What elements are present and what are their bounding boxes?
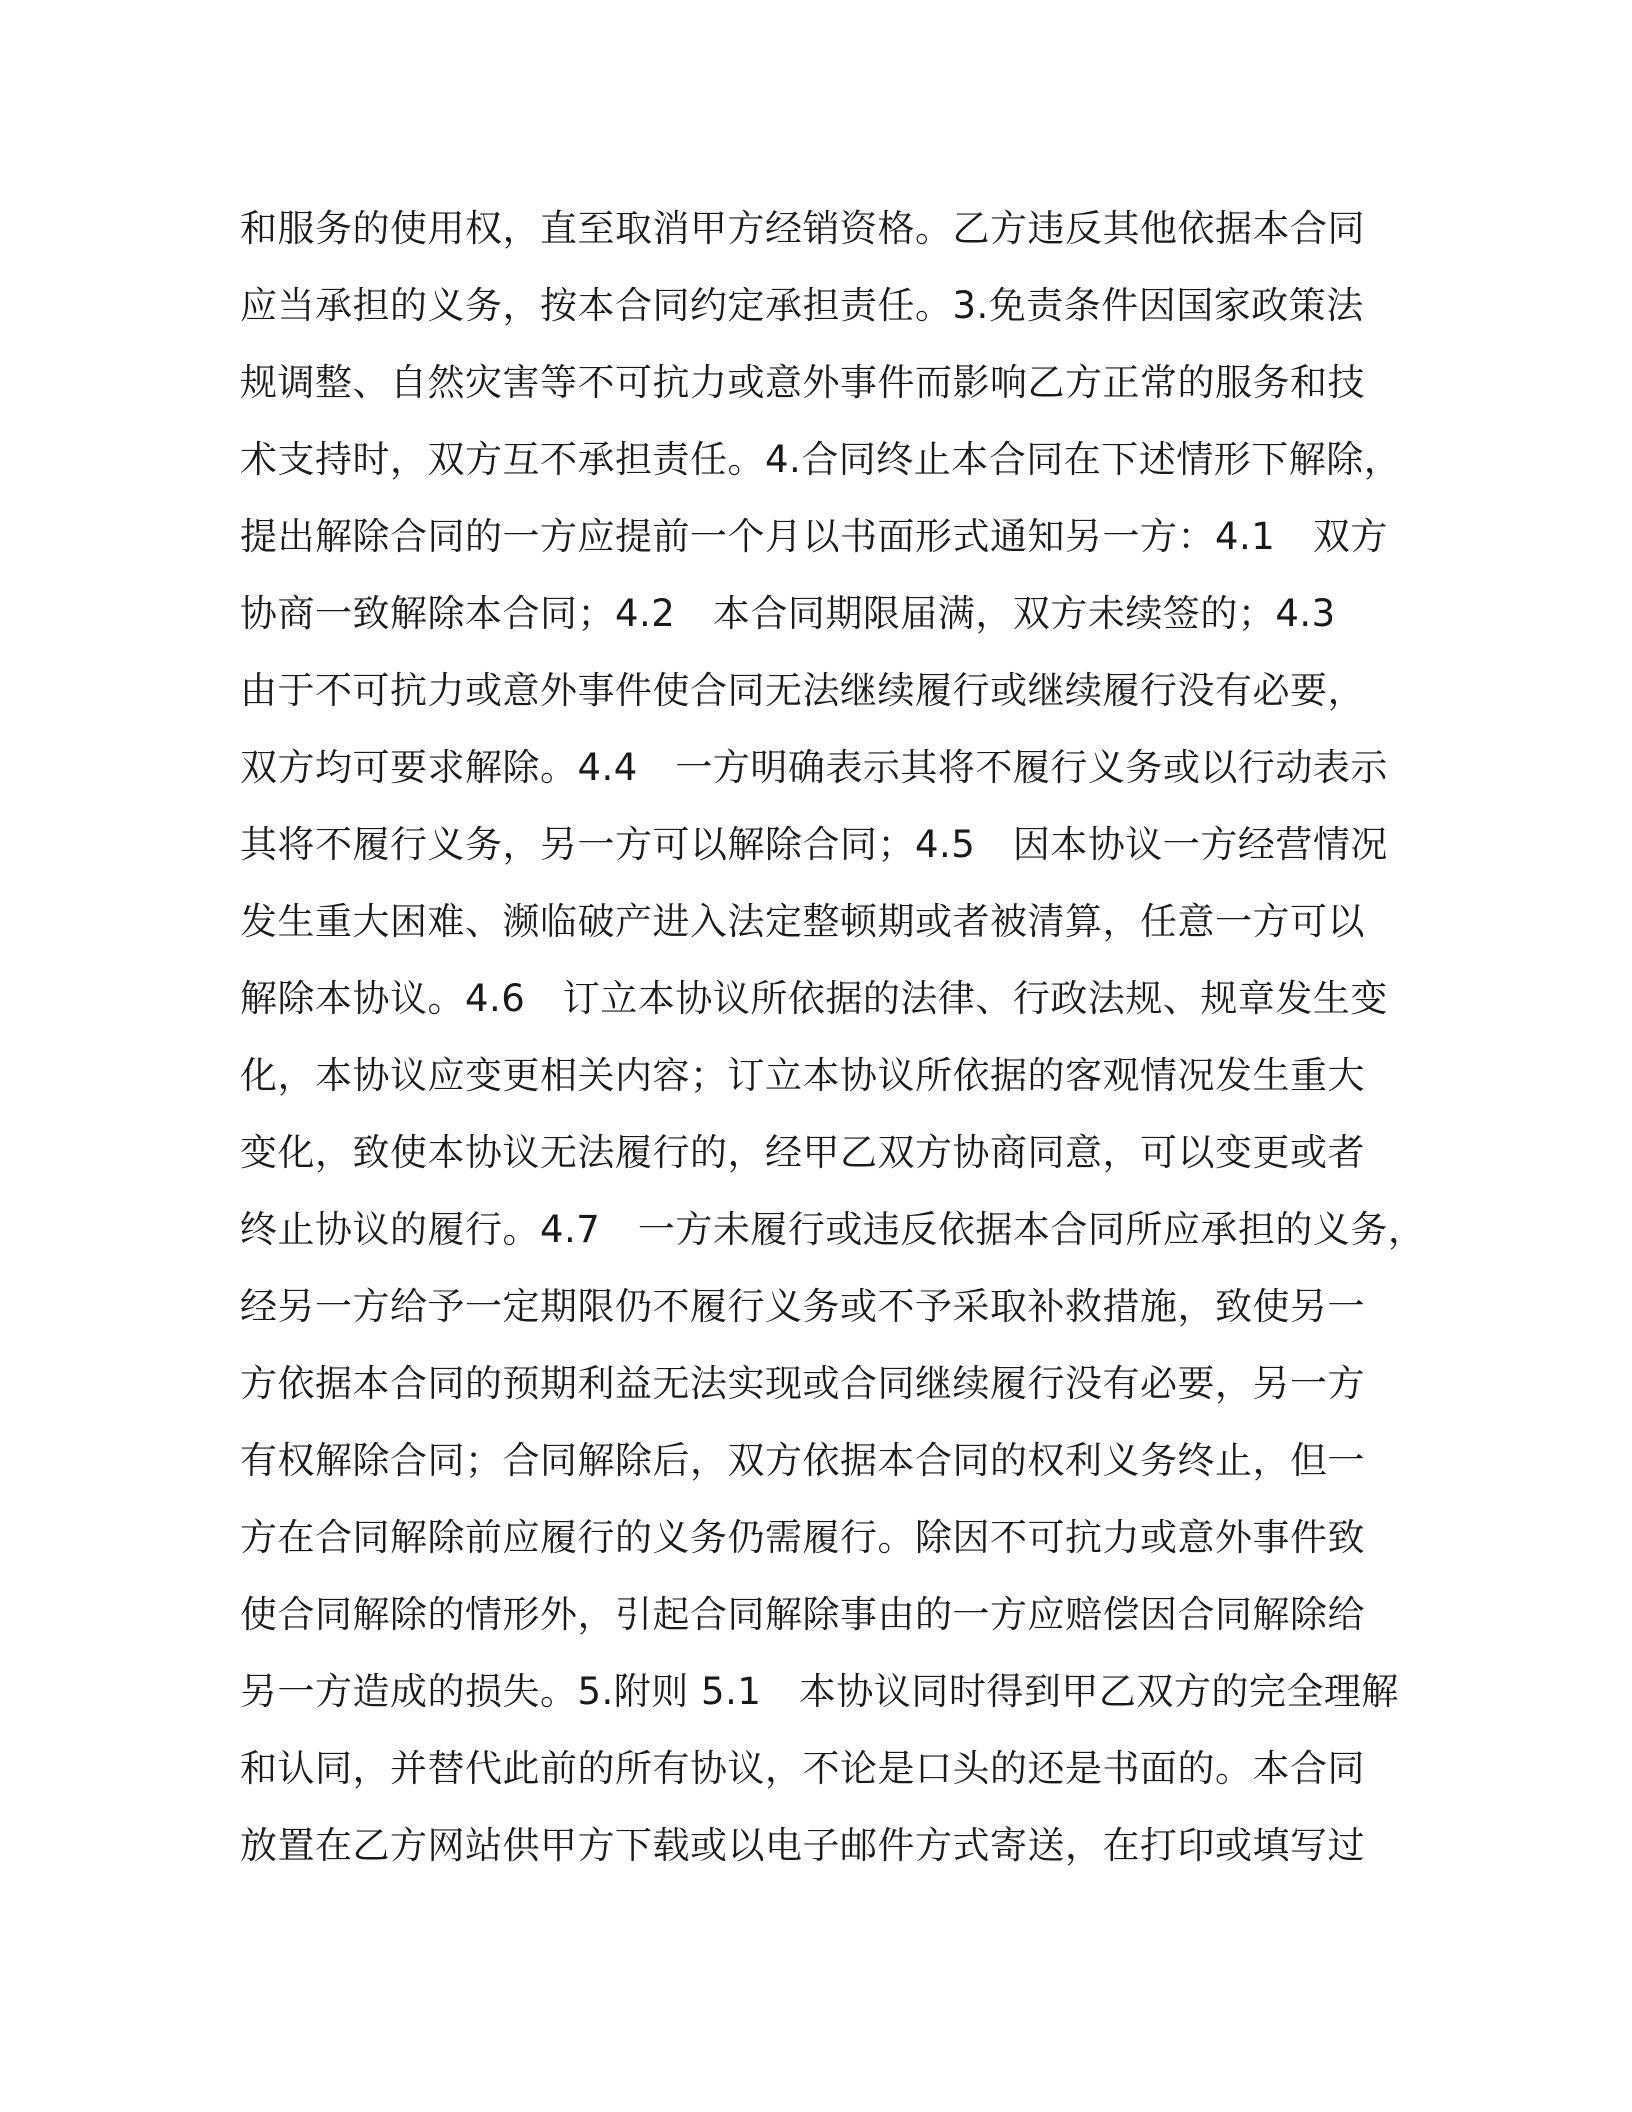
text-line: 放置在乙方网站供甲方下载或以电子邮件方式寄送，在打印或填写过 <box>240 1824 1365 1867</box>
text-line: 方依据本合同的预期利益无法实现或合同继续履行没有必要，另一方 <box>240 1362 1365 1405</box>
text-line: 化，本协议应变更相关内容；订立本协议所依据的客观情况发生重大 <box>240 1054 1365 1097</box>
text-line: 经另一方给予一定期限仍不履行义务或不予采取补救措施，致使另一 <box>240 1285 1365 1328</box>
contract-body-text <box>240 190 1440 1884</box>
text-line: 另一方造成的损失。5.附则 5.1 本协议同时得到甲乙双方的完全理解 <box>240 1670 1399 1713</box>
text-line: 其将不履行义务，另一方可以解除合同；4.5 因本协议一方经营情况 <box>240 823 1388 866</box>
text-line: 使合同解除的情形外，引起合同解除事由的一方应赔偿因合同解除给 <box>240 1593 1365 1636</box>
text-line: 协商一致解除本合同；4.2 本合同期限届满，双方未续签的；4.3 <box>240 592 1336 635</box>
text-line: 双方均可要求解除。4.4 一方明确表示其将不履行义务或以行动表示 <box>240 746 1388 789</box>
text-line: 术支持时，双方互不承担责任。4.合同终止本合同在下述情形下解除， <box>240 438 1402 481</box>
text-line: 规调整、自然灾害等不可抗力或意外事件而影响乙方正常的服务和技 <box>240 361 1365 404</box>
text-line: 和认同，并替代此前的所有协议，不论是口头的还是书面的。本合同 <box>240 1747 1365 1790</box>
text-line: 终止协议的履行。4.7 一方未履行或违反依据本合同所应承担的义务， <box>240 1208 1426 1251</box>
text-line: 由于不可抗力或意外事件使合同无法继续履行或继续履行没有必要， <box>240 669 1365 712</box>
text-line: 发生重大困难、濒临破产进入法定整顿期或者被清算，任意一方可以 <box>240 900 1365 943</box>
text-line: 应当承担的义务，按本合同约定承担责任。3.免责条件因国家政策法 <box>240 284 1364 327</box>
text-line: 提出解除合同的一方应提前一个月以书面形式通知另一方：4.1 双方 <box>240 515 1388 558</box>
text-line: 变化，致使本协议无法履行的，经甲乙双方协商同意，可以变更或者 <box>240 1131 1365 1174</box>
text-line: 方在合同解除前应履行的义务仍需履行。除因不可抗力或意外事件致 <box>240 1516 1365 1559</box>
text-line: 和服务的使用权，直至取消甲方经销资格。乙方违反其他依据本合同 <box>240 207 1365 250</box>
text-line: 解除本协议。4.6 订立本协议所依据的法律、行政法规、规章发生变 <box>240 977 1388 1020</box>
text-line: 有权解除合同；合同解除后，双方依据本合同的权利义务终止，但一 <box>240 1439 1365 1482</box>
